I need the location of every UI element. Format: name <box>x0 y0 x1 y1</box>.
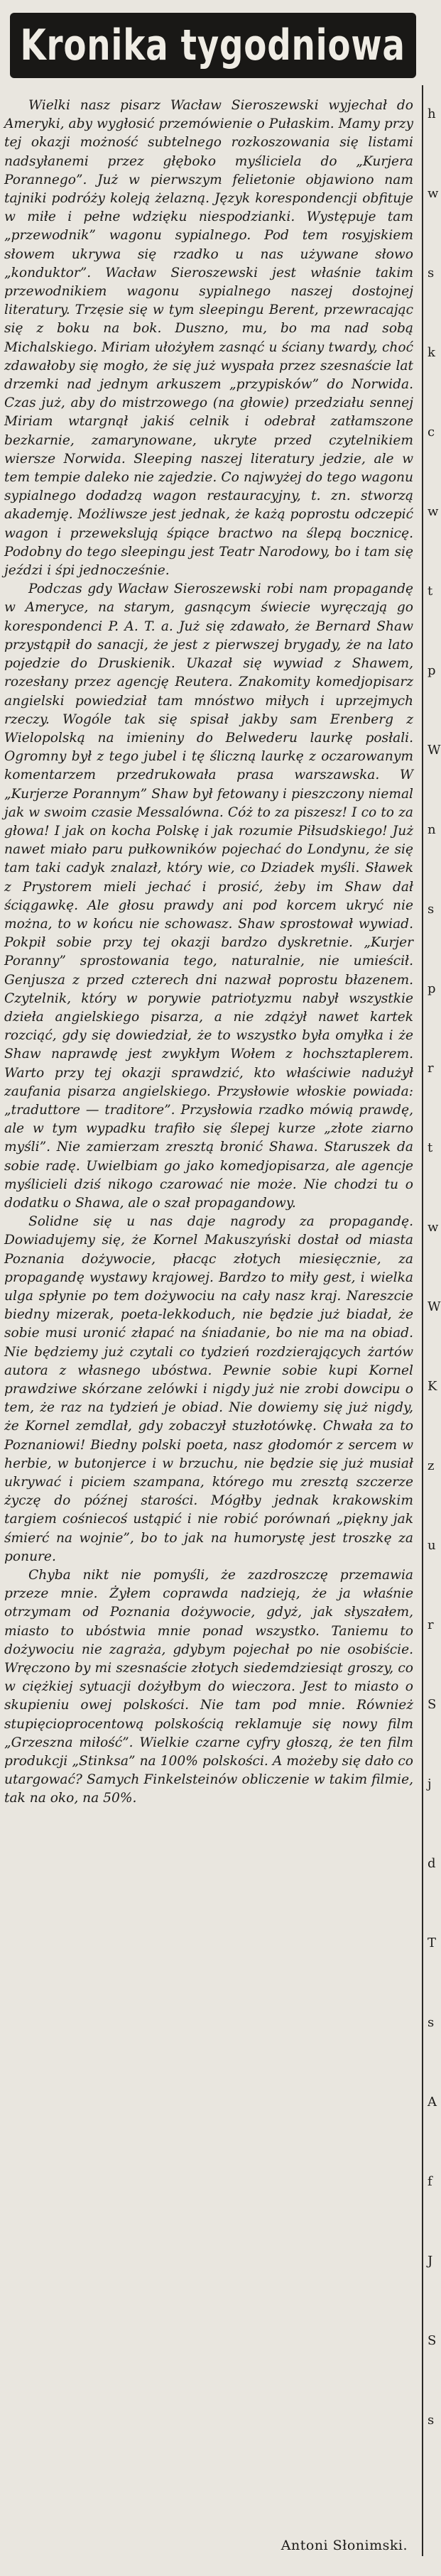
adjacent-column-letter: T <box>428 1936 437 1950</box>
adjacent-column-letter: s <box>428 2413 435 2428</box>
adjacent-column-letter: f <box>428 2174 432 2189</box>
adjacent-column-letter: A <box>428 2095 437 2110</box>
adjacent-column-edge <box>422 0 439 2576</box>
masthead-title: Kronika tygodniowa <box>20 21 406 70</box>
adjacent-column-letter: W <box>428 1299 441 1314</box>
article-paragraph: Solidne się u nas daje nagrody za propagandę. Dowiadujemy się, że Kornel Makuszyński dostał od miasta Poznania dożywocie, płacąc złotych miesięcznie, za propagandę wystawy krajowej. Bardzo to miły gest, i wielka ulga spłynie po tem dożywociu na cały nasz kraj. Nareszcie biedny mizerak, poeta-lekkoduch, nie będzie już biadał, że sobie musi uronić złapać na śniadanie, bo nie ma na obiad. Nie będziemy już czytali co tydzień rozdzierających żartów autora z własnego ubóstwa. Pewnie sobie kupi Kornel prawdziwe skórzane zelówki i nigdy już nie zrobi dowcipu o tem, że raz na tydzień je obiad. Nie dowiemy się już nigdy, że Kornel zemdlał, gdy zobaczył stuzłotówkę. Chwała za to Poznaniowi! Biedny polski poeta, nasz głodomór z sercem w herbie, w butonjerce i w brzuchu, nie będzie się już musiał ukrywać i piciem szampana, którego mu zresztą szczerze życzę do późnej starości. Mógłby jednak krakowskim targiem cośniecoś ustąpić i nie robić porównań „piękny jak śmierć na wojnie”, bo to jak na humorystę jest troszkę za ponure. <box>4 1214 413 1564</box>
adjacent-column-letter: J <box>428 2254 433 2269</box>
adjacent-column-letter: s <box>428 902 435 917</box>
adjacent-column-letter: j <box>428 1777 432 1791</box>
adjacent-column-letter: t <box>428 584 433 599</box>
adjacent-column-letter: r <box>428 1617 434 1632</box>
adjacent-column-letter: z <box>428 1458 435 1473</box>
adjacent-column-letter: u <box>428 1538 436 1553</box>
adjacent-column-letter: S <box>428 1697 437 1712</box>
adjacent-column-letter: w <box>428 504 439 519</box>
adjacent-column-letter: w <box>428 186 439 201</box>
adjacent-column-letter: n <box>428 822 436 837</box>
masthead-banner <box>10 13 416 78</box>
adjacent-column-letter: c <box>428 425 435 440</box>
column-divider-rule <box>422 85 423 2556</box>
adjacent-column-letter: k <box>428 345 435 360</box>
adjacent-column-letter: r <box>428 1061 434 1076</box>
article-paragraph: Wielki nasz pisarz Wacław Sieroszewski wyjechał do Ameryki, aby wygłosić przemówienie o Pułaskim. Mamy przy tej okazji możność subtelnego rozkoszowania się listami nadsyłanemi przez głęboko myśliciela do „Kurjera Porannego”. Już w pierwszym felietonie objawiono nam tajniki podróży koleją żelazną. Język korespondencji obfituje w miłe i pełne wdzięku niespodzianki. Występuje tam „przewodnik” wagonu sypialnego. Pod tem rosyjskiem słowem ukrywa się rzadko u nas używane słowo „konduktor”. Wacław Sieroszewski jest właśnie takim przewodnikiem wagonu sypialnego naszej dostojnej literatury. Trzęsie się w tym sleepingu Berent, przewracając się z boku na bok. Duszno, mu, bo ma nad sobą Michalskiego. Miriam ułożyłem zasnąć u ściany twardy, choć zdawałoby się mogło, że się już wyspała przez szesnaście lat drzemki nad jednym arkuszem „przypisków” do Norwida. Czas już, aby do mistrzowego (na głowie) przedziału sennej Miriam wtargnął jakiś celnik i odebrał zatłamszone bezkarnie, zamarynowane, ukryte przed czytelnikiem wiersze Norwida. Sleeping naszej literatury jedzie, ale w tem tempie daleko nie zajedzie. Co najwyżej do tego wagonu sypialnego dodadzą wagon restauracyjny, t. zn. stworzą akademję. Możliwsze jest jednak, że każą poprostu odczepić wagon i przewekslują śpiące bractwo na ślepą boczniсę. Podobny do tego sleepingu jest Teatr Narodowy, bo i tam się jeździ i śpi jednocześnie. <box>4 98 413 579</box>
adjacent-column-letter: p <box>428 981 436 996</box>
adjacent-column-letter: h <box>428 107 436 121</box>
article-column <box>4 97 413 2539</box>
adjacent-column-letter: d <box>428 1856 436 1871</box>
article-paragraph: Chyba nikt nie pomyśli, że zazdroszczę przemawia przeze mnie. Żyłem coprawda nadzieją, że ja właśnie otrzymam od Poznania dożywocie, gdyż, jak słyszałem, miasto to ubóstwia mnie ponad wszystko. Taniemu to dożywociu nie zagraża, gdybym pojechał po nie osobiście. Wręczono by mi szesnaście złotych siedemdziesiąt groszy, co w ciężkiej sytuacji dożyłbym do wieczora. Jest to miasto o skupieniu owej polskości. Nie tam pod mnie. Również stupięcioprocentową polskością reklamuje się nowy film „Grzeszna miłość”. Wielkie czarne cyfry głoszą, że ten film produkcji „Stinksa” na 100% polskości. A możeby się dało co utargować? Samych Finkelsteinów obliczenie w takim filmie, tak na oko, na 50%. <box>4 1568 413 1806</box>
article-paragraph: Podczas gdy Wacław Sieroszewski robi nam propagandę w Ameryce, na starym, gasnącym świecie wyręczają go korespondenci P. A. T. a. Już się zdawało, że Bernard Shaw przystąpił do sanacji, że jest z pierwszej brygady, że na lato pojedzie do Druskienik. Ukazał się wywiad z Shawem, rozesłany przez agencję Reutera. Znakomity komedjopisarz angielski powiedział tam mnóstwo miłych i uprzejmych rzeczy. Wogóle tak się spisał jakby sam Erenberg z Wielopolską na imieniny do Belwederu laurkę posłali. Ogromny był z tego jubel i tę śliczną laurkę z oczarowanym komentarzem przedrukowała prasa warszawska. W „Kurjerze Porannym” Shaw był fetowany i pieszczony niemal jak w swoim czasie Messalówna. Cóż to za piszesz! I co to za głowa! I jak on kocha Polskę i jak rozumie Piłsudskiego! Już nawet miało paru pułkowników pojechać do Londynu, że się tam taki cadyk znalazł, który wie, co Dziadek myśli. Sławek z Prystorem mieli jechać i prosić, żeby im Shaw dał ściągawkę. Ale głosu prawdy ani pod korcem ukryć nie można, to w końcu nie schowasz. Shaw sprostował wywiad. Pokpił sobie przy tej okazji bardzo dyskretnie. „Kurjer Poranny” sprostowania tego, naturalnie, nie umieścił. Genjusza z przed czterech dni nazwał poprostu błazenem. Czytelnik, który w porywie patriotyzmu nabył wszystkie dzieła angielskiego pisarza, a nie zdążył nawet kartek rozciąć, gdy się dowiedział, że to wszystko była omyłka i że Shaw naprawdę jest zwykłym Wołem z hochsztaplerem. Warto przy tej okazji sprawdzić, kto właściwie nadużył zaufania pisarza angielskiego. Przysłowie włoskie powiada: „traduttore — traditore”. Przysłowia rzadko mówią prawdę, ale w tym wypadku trafiło się ślepej kurze „złote ziarno myśli”. Nie zamierzam zresztą bronić Shawa. Staruszek da sobie radę. Uwielbiam go jako komedjopisarza, ale agencje myślicieli dziś nikogo czarować nie może. Nie chodzi tu o dodatku o Shawa, ale o szał propagandowy. <box>4 582 413 1211</box>
adjacent-column-letter: S <box>428 2333 437 2348</box>
adjacent-column-letter: t <box>428 1140 433 1155</box>
author-signature: Antoni Słonimski. <box>281 2538 408 2553</box>
adjacent-column-letter: p <box>428 663 436 678</box>
adjacent-column-letter: s <box>428 2015 435 2030</box>
adjacent-column-letter: w <box>428 1220 439 1235</box>
adjacent-column-letter: W <box>428 743 441 758</box>
adjacent-column-letter: s <box>428 266 435 280</box>
adjacent-column-letter: K <box>428 1379 437 1394</box>
